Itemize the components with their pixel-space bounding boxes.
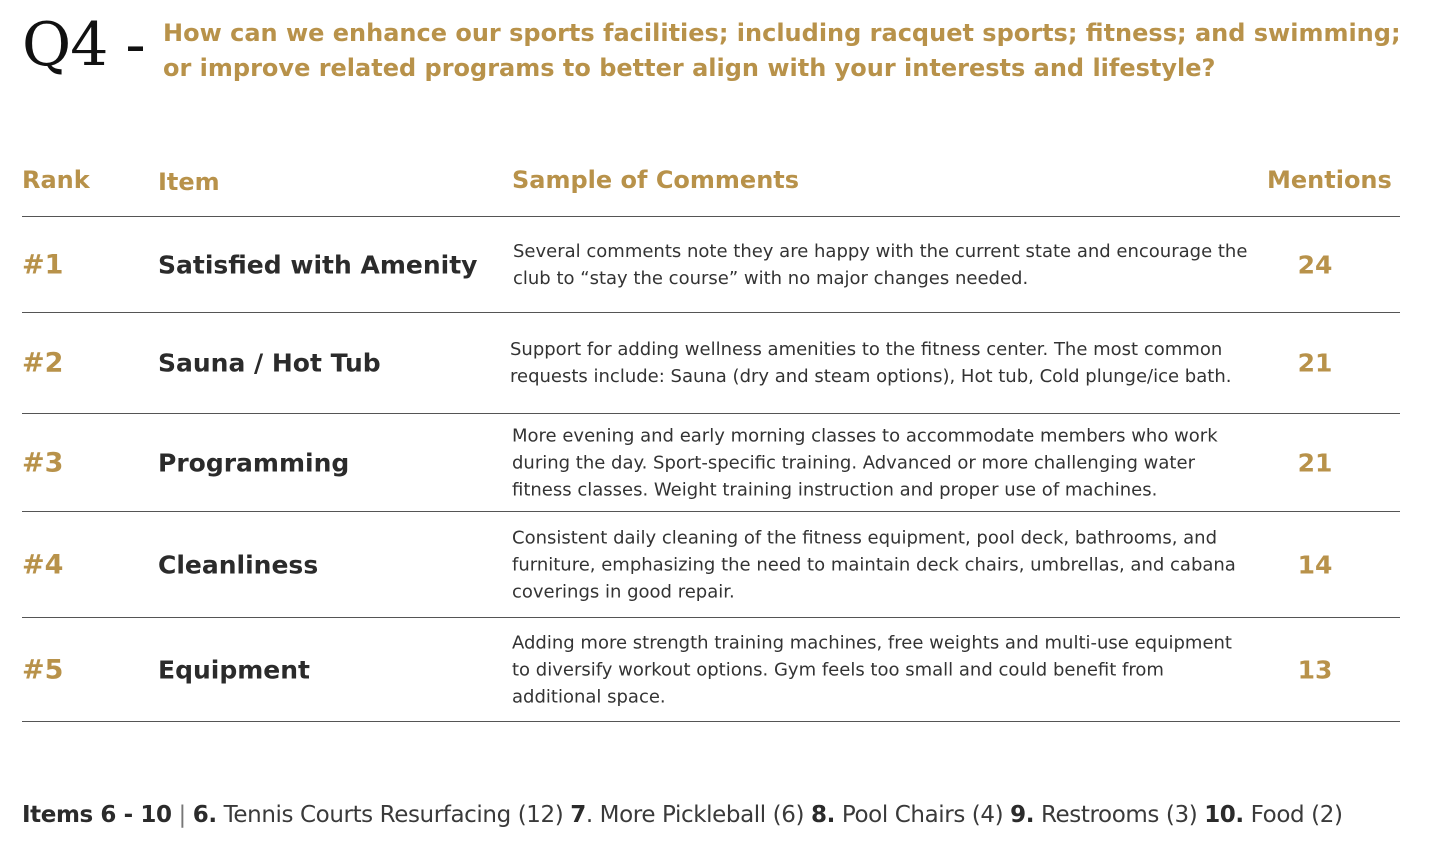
row-mentions: 21: [1297, 448, 1333, 477]
footer-label: Items 6 - 10: [22, 802, 172, 828]
row-item: Cleanliness: [158, 550, 319, 579]
column-header-rank: Rank: [22, 166, 90, 194]
row-rank: #2: [22, 347, 64, 379]
row-item: Programming: [158, 448, 350, 477]
row-mentions: 13: [1297, 655, 1333, 684]
row-mentions: 21: [1297, 348, 1333, 378]
footer-item-number: 8.: [810, 802, 835, 828]
row-item: Satisfied with Amenity: [158, 250, 478, 279]
footer-item-text: Food (2): [1250, 802, 1343, 828]
row-rank: #5: [22, 654, 64, 685]
table-row: [22, 313, 1400, 413]
row-rank: #4: [22, 549, 64, 580]
row-comment: Support for adding wellness amenities to the fitness center. The most common requests include: Sauna (dry and steam options), Hot tub, Cold plunge/ice bath.: [510, 339, 1232, 387]
row-comment: More evening and early morning classes to accommodate members who work during the day. Sport-specific training. Advanced or more challenging water fitness classes. Weight training instruction and proper use of machines.: [512, 425, 1218, 500]
footer-separator: |: [178, 802, 186, 828]
question-number: Q4 -: [22, 10, 145, 80]
row-comment: Adding more strength training machines, free weights and multi-use equipment to diversify workout options. Gym feels too small and could benefit from additional space.: [512, 632, 1232, 707]
column-header-item: Item: [158, 168, 220, 196]
row-mentions: 14: [1297, 550, 1333, 579]
table-row: [22, 414, 1400, 511]
table-row: [22, 217, 1400, 312]
column-header-mentions: Mentions: [1267, 166, 1392, 194]
footer-item-number: 7: [570, 802, 586, 828]
row-mentions: 24: [1297, 250, 1333, 279]
additional-items-footer: [22, 797, 1343, 833]
footer-item-number: 6.: [192, 802, 217, 828]
table-bottom-border: [22, 721, 1400, 722]
row-item: Equipment: [158, 655, 310, 684]
row-comment: Several comments note they are happy with the current state and encourage the club to “stay the course” with no major changes needed.: [513, 240, 1248, 289]
footer-item-text: Pool Chairs (4): [841, 802, 1004, 828]
table-row: [22, 618, 1400, 721]
column-header-comments: Sample of Comments: [512, 166, 800, 194]
row-item: Sauna / Hot Tub: [158, 348, 381, 378]
table-row: [22, 512, 1400, 617]
footer-item-text: Tennis Courts Resurfacing (12): [223, 802, 564, 828]
footer-item-number: 10.: [1204, 802, 1244, 828]
footer-item-text: . More Pickleball (6): [585, 802, 805, 828]
question-text: How can we enhance our sports facilities; including racquet sports; fitness; and swimming; or improve related programs to better align with your interests and lifestyle?: [163, 19, 1401, 82]
row-comment: Consistent daily cleaning of the fitness equipment, pool deck, bathrooms, and furniture, emphasizing the need to maintain deck chairs, umbrellas, and cabana coverings in good repair.: [512, 527, 1236, 602]
row-rank: #1: [22, 249, 64, 280]
row-rank: #3: [22, 447, 64, 478]
footer-item-number: 9.: [1010, 802, 1035, 828]
footer-item-text: Restrooms (3): [1041, 802, 1198, 828]
